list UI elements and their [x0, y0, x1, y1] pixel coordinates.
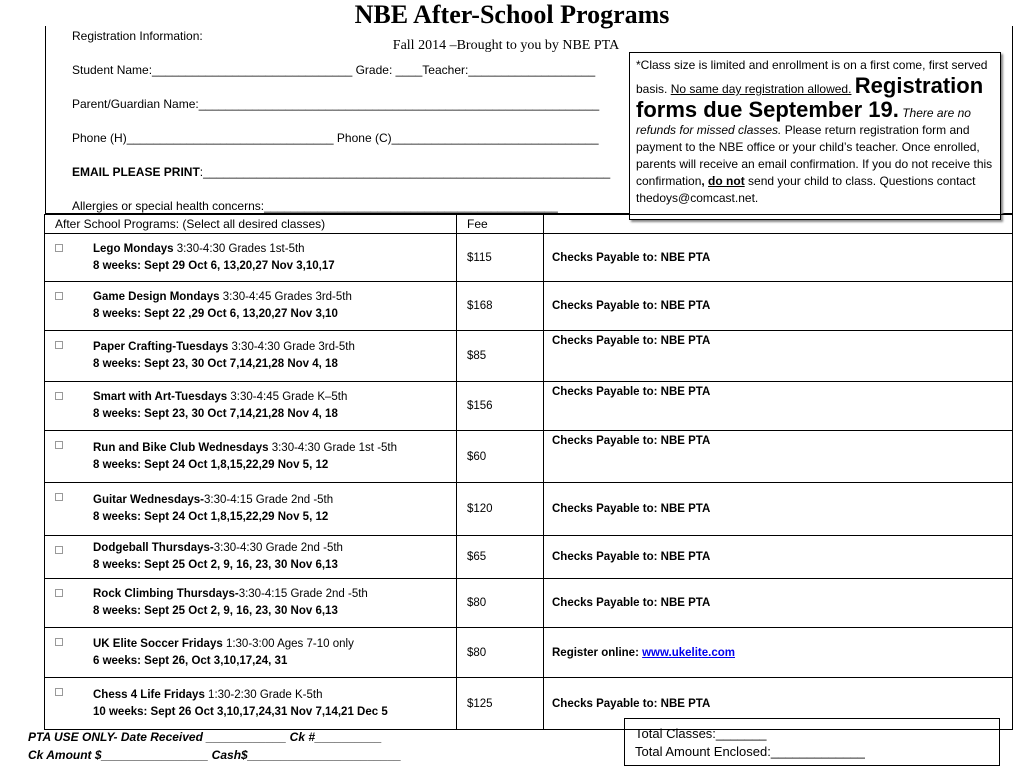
program-cell	[45, 282, 457, 331]
program-detail: 3:30-4:45 Grades 3rd-5th	[219, 291, 352, 303]
payment-cell	[544, 483, 1013, 536]
program-schedule: 8 weeks: Sept 24 Oct 1,8,15,22,29 Nov 5, 12	[93, 511, 329, 523]
payment-cell	[544, 234, 1013, 282]
table-row	[45, 234, 1013, 282]
program-schedule: 8 weeks: Sept 29 Oct 6, 13,20,27 Nov 3,10,17	[93, 259, 335, 272]
table-row	[45, 579, 1013, 628]
payment-text: Checks Payable to: NBE PTA	[552, 503, 711, 515]
email-label: EMAIL PLEASE PRINT	[72, 165, 200, 179]
total-classes-field[interactable]: Total Classes:_______	[635, 726, 767, 741]
program-name: UK Elite Soccer Fridays	[93, 637, 223, 650]
fee-cell: $120	[457, 483, 544, 536]
payment-text: Checks Payable to: NBE PTA	[552, 300, 711, 312]
payment-text: Checks Payable to: NBE PTA	[552, 551, 711, 563]
program-schedule: 6 weeks: Sept 26, Oct 3,10,17,24, 31	[93, 654, 288, 667]
registration-heading: Registration Information:	[72, 29, 203, 43]
program-cell	[45, 536, 457, 579]
program-cell	[45, 331, 457, 382]
table-row	[45, 431, 1013, 483]
programs-header: After School Programs: (Select all desired classes)	[45, 215, 457, 234]
payment-text: Checks Payable to: NBE PTA	[552, 251, 711, 264]
note-contact: send your child to class. Questions contact thedoys@comcast.net.	[636, 174, 976, 205]
note-text: *Class size is limited and enrollment is on a first come, first served basis.	[636, 58, 988, 96]
program-schedule: 10 weeks: Sept 26 Oct 3,10,17,24,31 Nov 7,14,21 Dec 5	[93, 705, 388, 718]
fee-cell: $115	[457, 234, 544, 282]
program-name: Chess 4 Life Fridays	[93, 688, 205, 701]
program-name: Rock Climbing Thursdays-	[93, 588, 239, 600]
table-row	[45, 382, 1013, 431]
payment-cell	[544, 331, 1013, 382]
fee-cell: $65	[457, 536, 544, 579]
program-detail: 1:30-2:30 Grade K-5th	[204, 688, 323, 701]
program-name: Game Design Mondays	[93, 291, 220, 303]
email-blank: :_____________________________________________________________	[199, 165, 611, 179]
checkbox-icon[interactable]	[55, 546, 63, 554]
table-header-row	[45, 215, 1013, 234]
program-detail: 1:30-3:00 Ages 7-10 only	[222, 637, 354, 650]
program-cell	[45, 483, 457, 536]
program-name: Run and Bike Club Wednesdays	[93, 441, 269, 454]
phone-field[interactable]: Phone (H)_______________________________ Phone (C)_______________________________	[72, 131, 599, 145]
program-name: Paper Crafting-Tuesdays	[93, 341, 229, 353]
payment-text: Checks Payable to: NBE PTA	[552, 697, 711, 710]
checkbox-icon[interactable]	[55, 392, 63, 400]
fee-cell: $125	[457, 678, 544, 730]
table-row	[45, 483, 1013, 536]
payment-header	[544, 215, 1013, 234]
program-detail: 3:30-4:30 Grade 1st -5th	[268, 441, 398, 454]
page-title: NBE After-School Programs	[354, 0, 670, 29]
program-schedule: 8 weeks: Sept 25 Oct 2, 9, 16, 23, 30 Nov 6,13	[93, 605, 338, 617]
register-online-link[interactable]: www.ukelite.com	[642, 646, 735, 659]
pta-line-1: PTA USE ONLY- Date Received ____________ Ck #__________	[28, 730, 382, 744]
program-cell	[45, 678, 457, 730]
allergies-field[interactable]: Allergies or special health concerns:____________________________________________	[72, 199, 558, 213]
program-schedule: 8 weeks: Sept 23, 30 Oct 7,14,21,28 Nov 4, 18	[93, 358, 338, 370]
do-not-text: do not	[708, 174, 745, 188]
table-row	[45, 536, 1013, 579]
program-cell	[45, 234, 457, 282]
payment-cell	[544, 382, 1013, 431]
pta-line-2: Ck Amount $________________ Cash$_______________________	[28, 748, 402, 762]
program-cell	[45, 431, 457, 483]
email-field[interactable]	[72, 165, 610, 179]
page-subtitle: Fall 2014 –Brought to you by NBE PTA	[392, 38, 620, 53]
payment-cell	[544, 536, 1013, 579]
programs-table	[44, 214, 1013, 730]
program-name: Smart with Art-Tuesdays	[93, 391, 228, 403]
checkbox-icon[interactable]	[55, 638, 63, 646]
program-schedule: 8 weeks: Sept 24 Oct 1,8,15,22,29 Nov 5, 12	[93, 458, 329, 471]
checkbox-icon[interactable]	[55, 589, 63, 597]
program-detail: 3:30-4:15 Grade 2nd -5th	[204, 494, 334, 506]
program-schedule: 8 weeks: Sept 22 ,29 Oct 6, 13,20,27 Nov 3,10	[93, 308, 338, 320]
checkbox-icon[interactable]	[55, 292, 63, 300]
checkbox-icon[interactable]	[55, 244, 63, 252]
no-refund-notice: There are no refunds for missed classes.	[636, 106, 971, 137]
note-instructions: Please return registration form and payment to the NBE office or your child’s teacher. Once enrolled, parents will receive an email confirmation. If you do not receive this confirmation	[636, 123, 993, 188]
payment-cell	[544, 628, 1013, 678]
fee-cell: $85	[457, 331, 544, 382]
payment-text: Register online:	[552, 646, 643, 659]
table-row	[45, 628, 1013, 678]
program-name: Lego Mondays	[93, 242, 174, 255]
pta-use-only	[28, 728, 401, 764]
payment-cell	[544, 431, 1013, 483]
program-detail: 3:30-4:15 Grade 2nd -5th	[238, 588, 368, 600]
due-date-notice: Registration forms due September 19	[636, 73, 984, 122]
registration-note: *Class size is limited and enrollment is on a first come, first served basis. No same day registration allowed. Registration forms due September 19. There are no refunds for missed classes. Please return registration form and payment to the NBE office or your child’s teacher. Once enrolled, parents will receive an email confirmation. If you do not receive this confirmation, do not send your child to class. Questions contact thedoys@comcast.net.	[629, 52, 1001, 220]
fee-cell: $80	[457, 579, 544, 628]
program-name: Guitar Wednesdays-	[93, 494, 204, 506]
checkbox-icon[interactable]	[55, 493, 63, 501]
program-schedule: 8 weeks: Sept 25 Oct 2, 9, 16, 23, 30 Nov 6,13	[93, 559, 338, 571]
program-schedule: 8 weeks: Sept 23, 30 Oct 7,14,21,28 Nov 4, 18	[93, 408, 338, 420]
checkbox-icon[interactable]	[55, 341, 63, 349]
parent-name-field[interactable]: Parent/Guardian Name:____________________________________________________________	[72, 97, 600, 111]
table-row	[45, 331, 1013, 382]
program-detail: 3:30-4:30 Grade 3rd-5th	[228, 341, 355, 353]
program-detail: 3:30-4:45 Grade K–5th	[227, 391, 348, 403]
note-underline: No same day registration allowed.	[670, 82, 852, 96]
fee-cell: $168	[457, 282, 544, 331]
fee-cell: $156	[457, 382, 544, 431]
program-name: Dodgeball Thursdays-	[93, 542, 214, 554]
program-detail: 3:30-4:30 Grade 2nd -5th	[213, 542, 343, 554]
totals-box	[624, 718, 1000, 766]
program-cell	[45, 382, 457, 431]
total-amount-field[interactable]: Total Amount Enclosed:_____________	[635, 744, 865, 759]
payment-text: Checks Payable to: NBE PTA	[552, 597, 711, 609]
payment-cell	[544, 579, 1013, 628]
fee-cell: $60	[457, 431, 544, 483]
checkbox-icon[interactable]	[55, 688, 63, 696]
student-name-field[interactable]: Student Name:______________________________ Grade: ____Teacher:___________________	[72, 63, 596, 77]
program-cell	[45, 579, 457, 628]
checkbox-icon[interactable]	[55, 441, 63, 449]
program-cell	[45, 628, 457, 678]
payment-text: Checks Payable to: NBE PTA	[552, 435, 711, 447]
payment-cell	[544, 282, 1013, 331]
payment-text: Checks Payable to: NBE PTA	[552, 386, 711, 398]
program-detail: 3:30-4:30 Grades 1st-5th	[173, 242, 305, 255]
table-row	[45, 282, 1013, 331]
fee-cell: $80	[457, 628, 544, 678]
fee-header: Fee	[457, 215, 544, 234]
payment-text: Checks Payable to: NBE PTA	[552, 335, 711, 347]
